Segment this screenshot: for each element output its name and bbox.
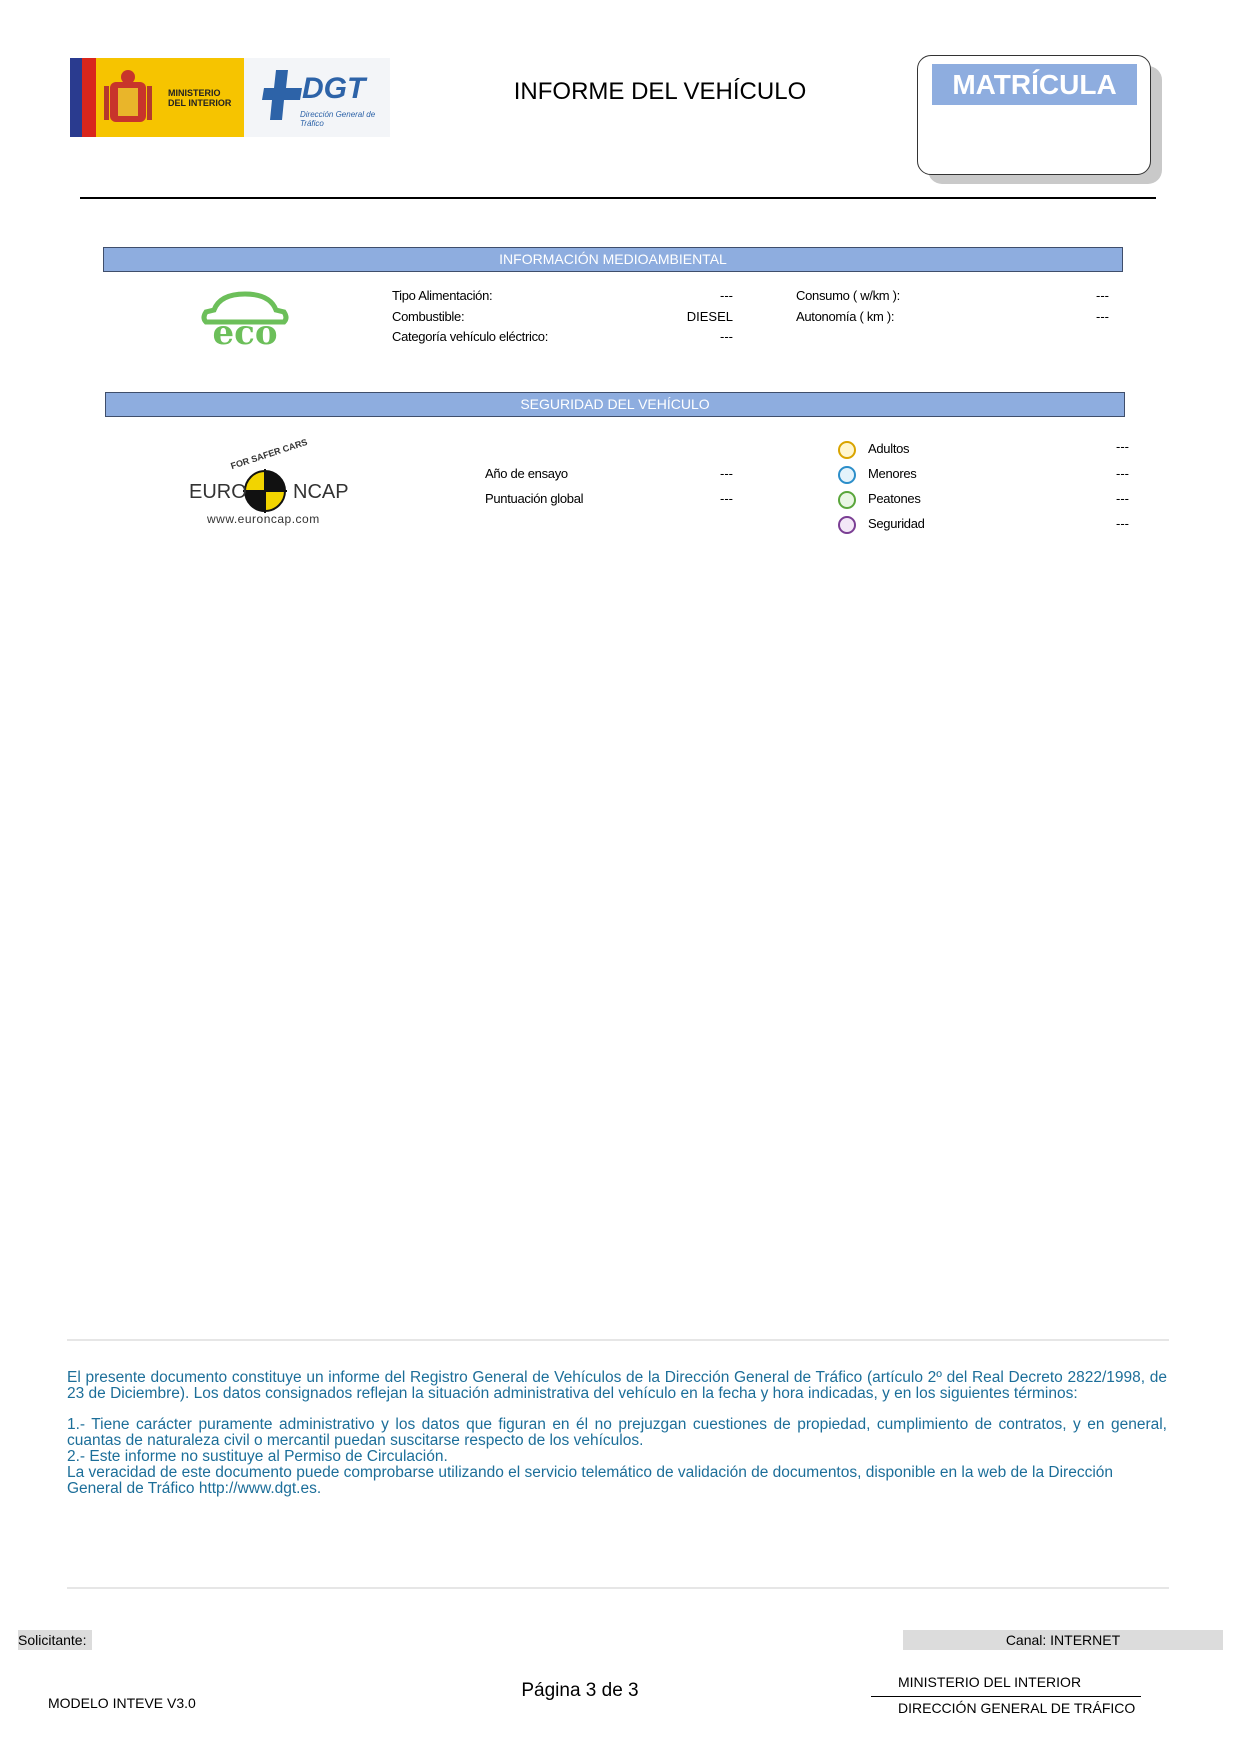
model-label: MODELO INTEVE V3.0 [48, 1695, 196, 1711]
disclaimer-verification: La veracidad de este documento puede comprobarse utilizando el servicio telemático de validación de documentos, disponible en la web de la Dirección General de Tráfico http://www.dgt.es. [67, 1464, 1114, 1497]
env-value-range: --- [1096, 309, 1109, 324]
env-label-consumption: Consumo ( w/km ): [796, 288, 900, 303]
euroncap-tagline: FOR SAFER CARS [229, 436, 309, 472]
ministry-logo [70, 58, 244, 137]
pedestrian-icon [838, 491, 856, 509]
footer-ministry: MINISTERIO DEL INTERIOR [898, 1674, 1082, 1690]
ministry-logo-text: MINISTERIO DEL INTERIOR [168, 88, 232, 108]
rating-value-adults: --- [1116, 439, 1129, 454]
child-occupant-icon [838, 466, 856, 484]
rating-label-pedestrians: Peatones [868, 491, 921, 506]
footer-divider [871, 1696, 1141, 1697]
dgt-logo [244, 58, 390, 137]
euroncap-euro: EURO [189, 481, 247, 503]
disclaimer-item-1: 1.- Tiene carácter puramente administrativo y los datos que figuran en él no prejuzgan cuestiones de propiedad, cumplimiento de contratos, y en general, cuantas de naturaleza civil o mercantil puedan suscitarse respecto de los vehículos. [67, 1416, 1167, 1449]
dgt-cross-icon [262, 70, 302, 120]
dgt-logo-name: DGT [302, 72, 366, 105]
disclaimer [67, 1370, 1167, 1497]
disclaimer-item-2: 2.- Este informe no sustituye al Permiso de Circulación. [67, 1448, 448, 1465]
footer-directorate: DIRECCIÓN GENERAL DE TRÁFICO [898, 1700, 1136, 1716]
euroncap-ncap: NCAP [293, 481, 349, 503]
rating-value-safety: --- [1116, 516, 1129, 531]
adult-occupant-icon [838, 441, 856, 459]
disclaimer-paragraph: El presente documento constituye un informe del Registro General de Vehículos de la Dirección General de Tráfico (artículo 2º del Real Decreto 2822/1998, de 23 de Diciembre). Los datos consignados reflejan la situación administrativa del vehículo en la fecha y hora indicadas, y en los siguientes términos: [67, 1369, 1167, 1402]
disclaimer-top-divider [67, 1339, 1169, 1341]
plate-value [932, 115, 1137, 155]
rating-label-children: Menores [868, 466, 917, 481]
euroncap-url: www.euroncap.com [207, 512, 320, 526]
euroncap-logo [185, 436, 355, 532]
rating-label-safety: Seguridad [868, 516, 925, 531]
rating-value-pedestrians: --- [1116, 491, 1129, 506]
plate-label: MATRÍCULA [932, 64, 1137, 105]
eco-badge-text: eco [212, 313, 278, 348]
page-number: Página 3 de 3 [521, 1680, 639, 1701]
safety-value-global-score: --- [720, 491, 733, 506]
env-value-consumption: --- [1096, 288, 1109, 303]
coat-of-arms-icon [104, 68, 152, 128]
disclaimer-bottom-divider [67, 1587, 1169, 1589]
safety-label-global-score: Puntuación global [485, 491, 584, 506]
env-label-ev-category: Categoría vehículo eléctrico: [392, 329, 549, 344]
rating-value-children: --- [1116, 466, 1129, 481]
safety-label-test-year: Año de ensayo [485, 466, 568, 481]
env-label-range: Autonomía ( km ): [796, 309, 895, 324]
dgt-logo-sub: Dirección General de Tráfico [300, 110, 376, 128]
env-value-ev-category: --- [720, 329, 733, 344]
page-title: INFORME DEL VEHÍCULO [513, 78, 807, 105]
env-label-fuel: Combustible: [392, 309, 465, 324]
channel-label: Canal: INTERNET [903, 1630, 1223, 1650]
env-value-fuel: DIESEL [686, 309, 733, 324]
eco-car-icon [200, 288, 290, 348]
env-value-feed-type: --- [720, 288, 733, 303]
safety-section-title: SEGURIDAD DEL VEHÍCULO [105, 392, 1125, 417]
applicant-label: Solicitante: [18, 1630, 92, 1650]
rating-label-adults: Adultos [868, 441, 910, 456]
safety-value-test-year: --- [720, 466, 733, 481]
safety-assist-icon [838, 516, 856, 534]
env-label-feed-type: Tipo Alimentación: [392, 288, 493, 303]
environment-section-title: INFORMACIÓN MEDIOAMBIENTAL [103, 247, 1123, 272]
header-divider [80, 197, 1156, 199]
